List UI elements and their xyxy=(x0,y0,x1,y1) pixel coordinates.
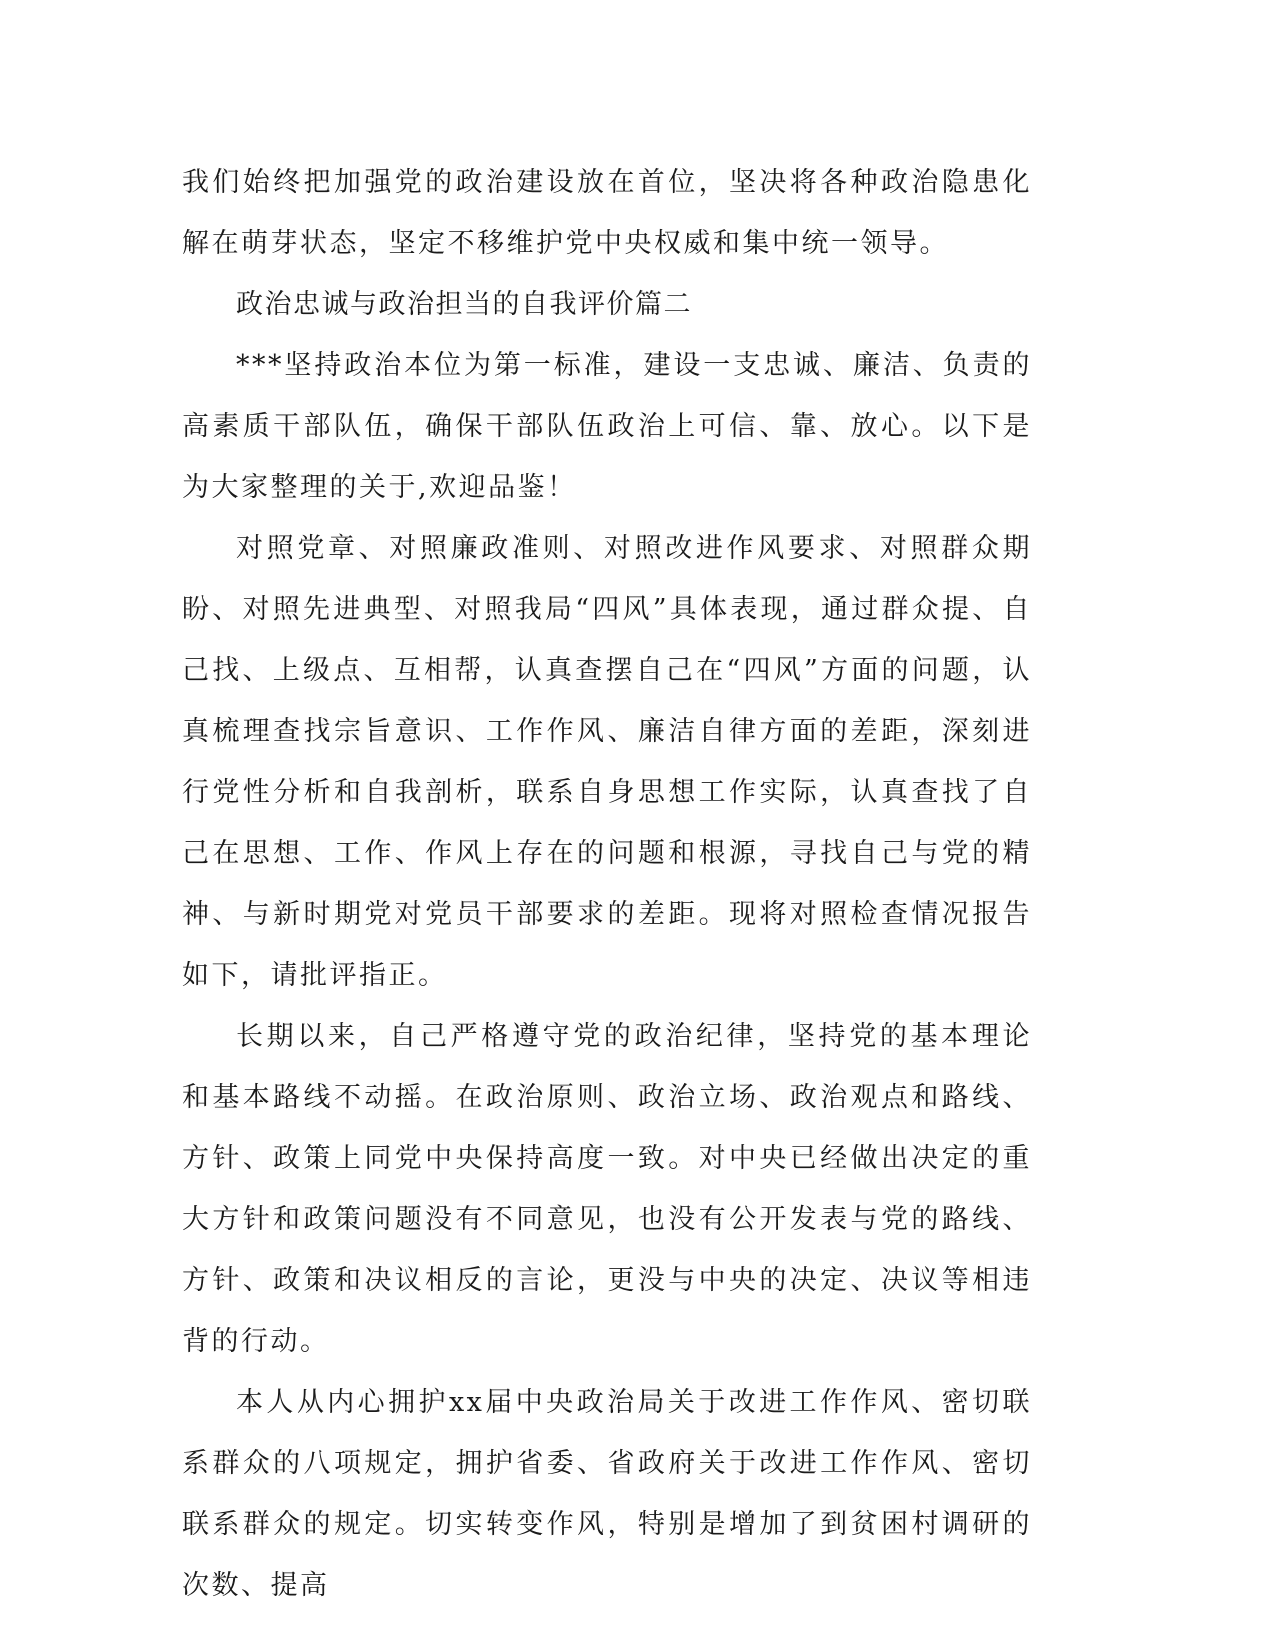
paragraph-continuation: 我们始终把加强党的政治建设放在首位，坚决将各种政治隐患化解在萌芽状态，坚定不移维护党中央权威和集中统一领导。 xyxy=(182,167,1032,259)
paragraph-eight-rules: 本人从内心拥护xx届中央政治局关于改进工作作风、密切联系群众的八项规定，拥护省委、省政府关于改进工作作风、密切联系群众的规定。切实转变作风，特别是增加了到贫困村调研的次数、提高 xyxy=(182,1387,1032,1601)
paragraph-intro: ***坚持政治本位为第一标准，建设一支忠诚、廉洁、负责的高素质干部队伍，确保干部队伍政治上可信、靠、放心。以下是为大家整理的关于,欢迎品鉴！ xyxy=(182,350,1032,503)
section-heading: 政治忠诚与政治担当的自我评价篇二 xyxy=(236,289,692,320)
paragraph-comparison: 对照党章、对照廉政准则、对照改进作风要求、对照群众期盼、对照先进典型、对照我局“四风”具体表现，通过群众提、自己找、上级点、互相帮，认真查摆自己在“四风”方面的问题，认真梳理查找宗旨意识、工作作风、廉洁自律方面的差距，深刻进行党性分析和自我剖析，联系自身思想工作实际，认真查找了自己在思想、工作、作风上存在的问题和根源，寻找自己与党的精神、与新时期党对党员干部要求的差距。现将对照检查情况报告如下，请批评指正。 xyxy=(182,533,1032,991)
document-body xyxy=(182,152,1032,1616)
paragraph-political-discipline: 长期以来，自己严格遵守党的政治纪律，坚持党的基本理论和基本路线不动摇。在政治原则、政治立场、政治观点和路线、方针、政策上同党中央保持高度一致。对中央已经做出决定的重大方针和政策问题没有不同意见，也没有公开发表与党的路线、方针、政策和决议相反的言论，更没与中央的决定、决议等相违背的行动。 xyxy=(182,1021,1032,1357)
